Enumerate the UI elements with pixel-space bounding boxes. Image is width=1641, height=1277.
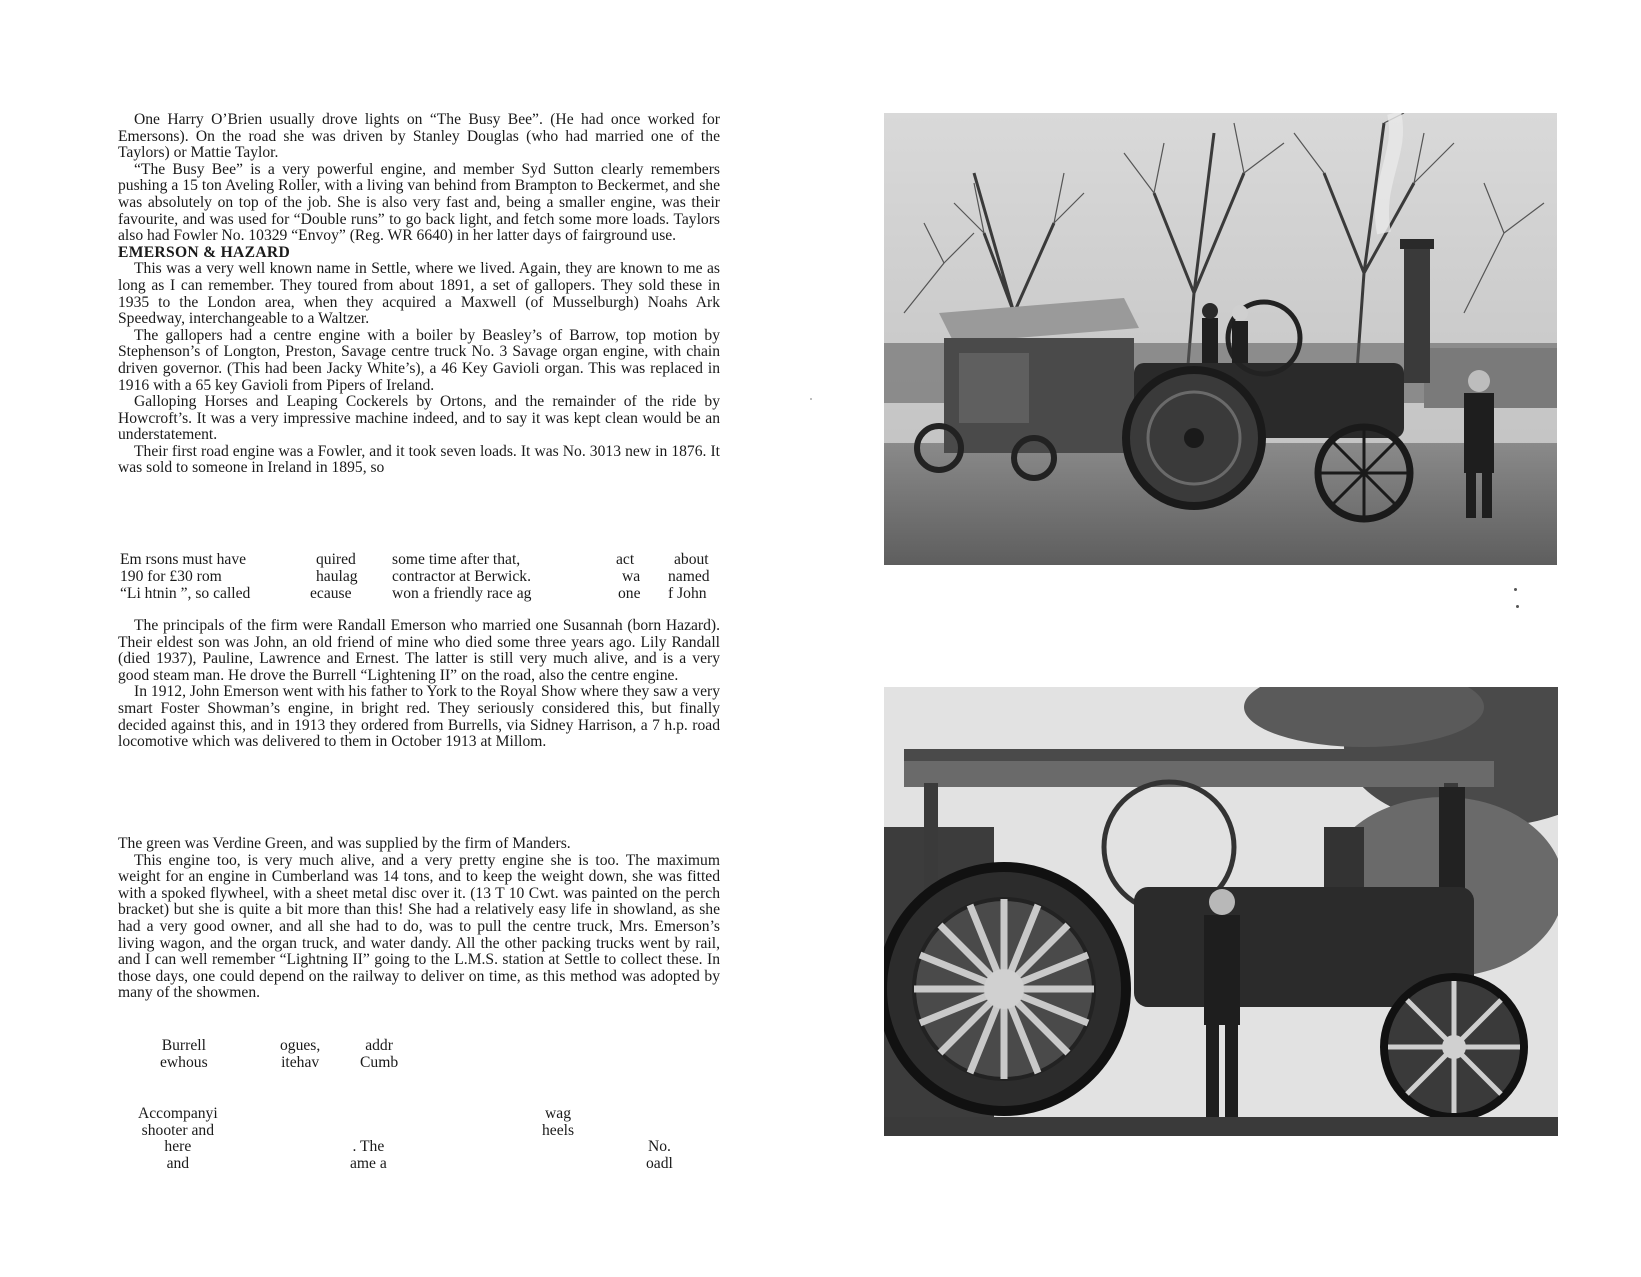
paragraph: “The Busy Bee” is a very powerful engine, and member Syd Sutton clearly remembers pushing a 15 ton Aveling Roller, with a living van behind from Brampton to Beckermet, and she was absolutely on top of the job. She is also very fast and, being a smaller engine, was their favourite, and was used for “Double runs” to go back light, and fetch some more loads. Taylors also had Fowler No. 10329 “Envoy” (Reg. WR 6640) in her latter days of fairground use. (118, 160, 720, 245)
paragraph: This was a very well known name in Settle, where we lived. Again, they are known to me as long as I can remember. They toured from about 1891, a set of gallopers. They sold these in 1935 to the London area, when they acquired a Maxwell (of Musselburgh) Noahs Ark Speedway, interchangeable to a Waltzer. (118, 260, 720, 328)
fragment (160, 1038, 208, 1071)
fragment: won a friendly race ag (392, 585, 532, 602)
fragment-line: and (166, 1154, 190, 1172)
fragment: haulag (316, 568, 358, 585)
paragraph: One Harry O’Brien usually drove lights on “The Busy Bee”. (He had once worked for Emersons). On the road she was driven by Stanley Douglas (who had married one of the Taylors) or Mattie Taylor. (118, 111, 720, 162)
fragment-line: here (164, 1138, 192, 1156)
scan-mark (1514, 588, 1517, 591)
fragment: ecause (310, 585, 352, 602)
fragment-line: heels (542, 1121, 575, 1139)
photo-traction-engine-with-thresher (884, 113, 1557, 565)
fragment-line: Accompanyi (138, 1105, 218, 1122)
fragment-line: No. (647, 1138, 671, 1155)
fragment-line: shooter and (141, 1121, 214, 1139)
showmans-engine-drawing (884, 687, 1558, 1136)
fragment: named (668, 568, 710, 585)
engine-photo-drawing (884, 113, 1557, 565)
paragraph: In 1912, John Emerson went with his father to York to the Royal Show where they saw a very smart Foster Showman’s engine, in bright red. They seriously considered this, but finally decided against this, and in 1913 they ordered from Burrells, via Sidney Harrison, a 7 h.p. road locomotive which was delivered to them in October 1913 at Millom. (118, 683, 720, 751)
fragment-line: ewhous (160, 1053, 208, 1071)
fragment-line: . The (352, 1138, 385, 1155)
fragment (280, 1038, 320, 1071)
text-block-d (118, 836, 720, 1002)
fragment-line: Burrell (161, 1037, 206, 1054)
photo-showmans-engine (884, 687, 1558, 1136)
fragment: some time after that, (392, 551, 521, 568)
fragment (138, 1106, 218, 1172)
fragment-line: ame a (350, 1154, 387, 1172)
scan-mark (810, 398, 812, 400)
paragraph: The principals of the firm were Randall Emerson who married one Susannah (born Hazard). Their eldest son was John, an old friend of mine who died some three years ago. Lily Randall (died 1937), Pauline, Lawrence and Ernest. The latter is still very much alive, and is a very good steam man. He drove the Burrell “Lightening II” on the road, also the centre engine. (118, 617, 720, 684)
fragment: wa (622, 568, 641, 585)
fragment: f John (668, 585, 707, 602)
fragment-line: oadl (646, 1154, 673, 1172)
section-heading: EMERSON & HAZARD (118, 243, 291, 261)
fragment (542, 1106, 574, 1139)
text-block-a (118, 112, 720, 477)
paragraph: The green was Verdine Green, and was supplied by the firm of Manders. (118, 835, 571, 852)
fragment: 190 for £30 rom (120, 568, 222, 585)
fragment: “Li htnin ”, so called (120, 585, 251, 602)
fragment (646, 1139, 673, 1172)
fragment (360, 1038, 398, 1071)
fragment: about (674, 551, 709, 568)
fragment-line: Cumb (360, 1053, 399, 1071)
fragment: one (618, 585, 641, 602)
fragment (350, 1139, 387, 1172)
fragment: quired (316, 551, 356, 568)
paragraph: Their first road engine was a Fowler, and it took seven loads. It was No. 3013 new in 1876. It was sold to someone in Ireland in 1895, so (118, 442, 720, 477)
fragment-line: ogues, (280, 1037, 321, 1054)
text-block-c (118, 618, 720, 751)
fragment-line: itehav (281, 1053, 320, 1071)
fragment: contractor at Berwick. (392, 568, 531, 585)
fragment-line: addr (365, 1037, 393, 1054)
scan-mark (1516, 605, 1519, 608)
paragraph: This engine too, is very much alive, and a very pretty engine she is too. The maximum weight for an engine in Cumberland was 14 tons, and to keep the weight down, she was fitted with a spoked flywheel, with a sheet metal disc over it. (13 T 10 Cwt. was painted on the perch bracket) but she is quite a bit more than this! She had a relatively easy life in showland, as she had a very good owner, and all she had to do, was to pull the centre truck, Mrs. Emerson’s living wagon, and the organ truck, and water dandy. All the other packing trucks went by rail, and I can well remember “Lightning II” going to the L.M.S. station at Settle to collect these. In those days, one could depend on the railway to deliver on time, as this method was adopted by many of the showmen. (118, 851, 720, 1002)
fragment-line: wag (545, 1105, 572, 1122)
fragment: act (616, 551, 635, 568)
paragraph: The gallopers had a centre engine with a boiler by Beasley’s of Barrow, top motion by Stephenson’s of Longton, Preston, Savage centre truck No. 3 Savage organ engine, with chain driven governor. (This had been Jacky White’s), a 46 Key Gavioli organ. This was replaced in 1916 with a 65 key Gavioli from Pipers of Ireland. (118, 326, 720, 394)
fragment: Em rsons must have (120, 551, 247, 568)
paragraph: Galloping Horses and Leaping Cockerels by Ortons, and the remainder of the ride by Howcroft’s. It was a very impressive machine indeed, and to say it was kept clean would be an understatement. (118, 393, 720, 444)
